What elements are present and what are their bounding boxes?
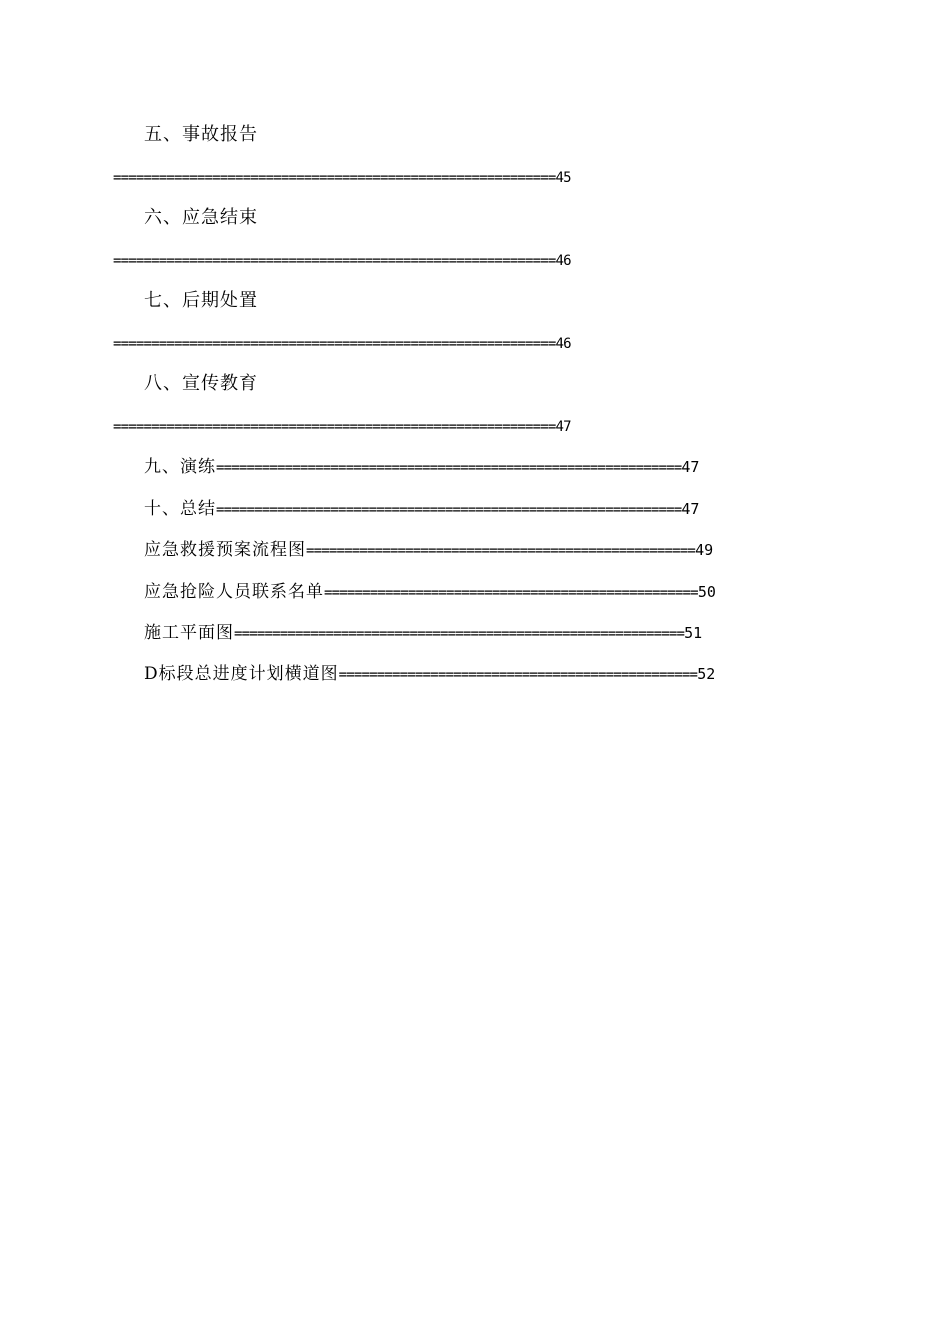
page-number: 50 bbox=[697, 583, 716, 601]
toc-entry-leader bbox=[113, 418, 571, 436]
toc-entry-title: 九、演练 bbox=[144, 457, 216, 477]
page-number: 49 bbox=[695, 541, 714, 559]
page-number: 52 bbox=[697, 665, 716, 683]
leader-dots: ============================================================= bbox=[216, 460, 682, 476]
leader-dots: ========================================================== bbox=[113, 336, 556, 352]
toc-entry-title: 八、宣传教育 bbox=[144, 373, 258, 394]
toc-entry-title: 十、总结 bbox=[144, 499, 216, 519]
toc-entry-leader bbox=[113, 335, 571, 353]
toc-entry bbox=[144, 498, 699, 521]
page-number: 47 bbox=[681, 500, 700, 518]
toc-entry bbox=[144, 663, 715, 686]
toc-entry bbox=[144, 539, 713, 562]
page-number: 47 bbox=[555, 419, 571, 435]
page-number: 47 bbox=[681, 458, 700, 476]
toc-entry-title: 五、事故报告 bbox=[144, 124, 258, 145]
leader-dots: ========================================================== bbox=[113, 419, 556, 435]
toc-entry-title: 应急救援预案流程图 bbox=[144, 540, 306, 560]
toc-entry bbox=[144, 622, 702, 645]
leader-dots: ========================================================== bbox=[113, 253, 556, 269]
toc-entry-title: 七、后期处置 bbox=[144, 290, 258, 311]
leader-dots: =============================================== bbox=[338, 667, 698, 683]
page-number: 45 bbox=[555, 170, 571, 186]
toc-entry-title: 应急抢险人员联系名单 bbox=[144, 582, 324, 602]
leader-dots: =========================================================== bbox=[234, 626, 685, 642]
toc-entry-title: 六、应急结束 bbox=[144, 207, 258, 228]
toc-entry-title: D标段总进度计划横道图 bbox=[144, 664, 339, 684]
page-number: 46 bbox=[555, 336, 571, 352]
toc-entry-title: 施工平面图 bbox=[144, 623, 234, 643]
toc-entry-leader bbox=[113, 252, 571, 270]
toc-entry-leader bbox=[113, 169, 571, 187]
leader-dots: ========================================================== bbox=[113, 170, 556, 186]
leader-dots: =================================================== bbox=[306, 543, 696, 559]
page-number: 51 bbox=[684, 624, 703, 642]
leader-dots: ================================================= bbox=[324, 585, 698, 601]
toc-entry bbox=[144, 456, 699, 479]
page-number: 46 bbox=[555, 253, 571, 269]
leader-dots: ============================================================= bbox=[216, 502, 682, 518]
toc-entry bbox=[144, 581, 716, 604]
